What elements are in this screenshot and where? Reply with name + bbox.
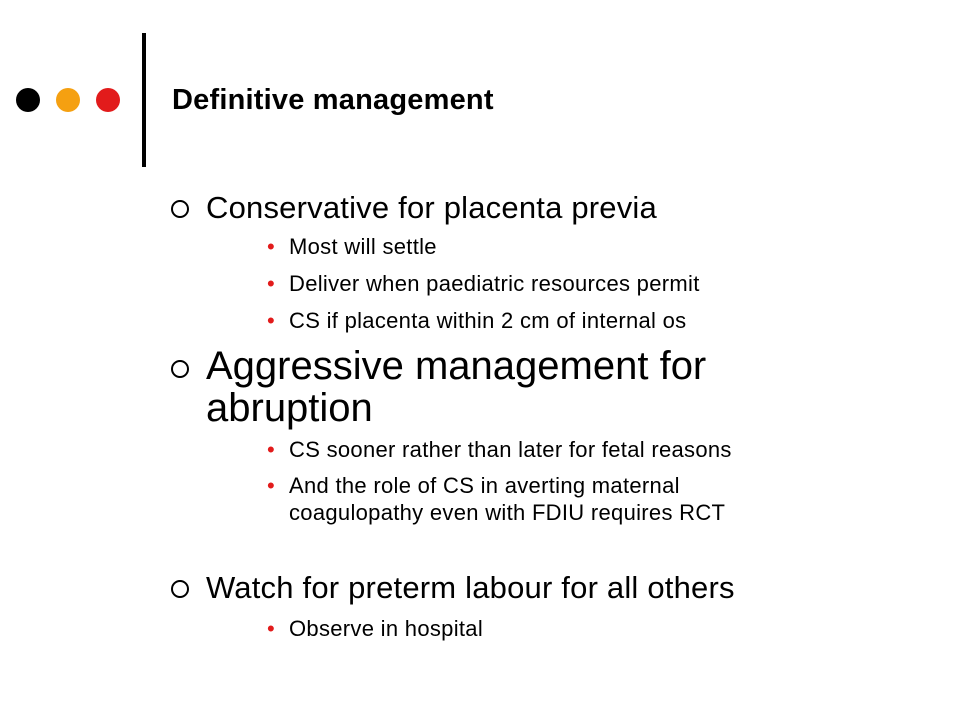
section-heading-line: Aggressive management for	[206, 344, 707, 388]
title-divider	[142, 33, 146, 167]
bullet-dot-icon: •	[267, 271, 275, 296]
decor-dot-orange	[56, 88, 80, 112]
bullet-dot-icon: •	[267, 437, 275, 462]
section-heading-line: abruption	[206, 386, 373, 430]
bullet-dot-icon: •	[267, 616, 275, 641]
ring-bullet-icon	[171, 360, 189, 378]
list-item: Most will settle	[289, 234, 437, 259]
section-heading: Watch for preterm labour for all others	[206, 570, 735, 605]
list-item: coagulopathy even with FDIU requires RCT	[289, 500, 726, 525]
list-item: Observe in hospital	[289, 616, 484, 641]
slide-title: Definitive management	[172, 84, 494, 116]
bullet-dot-icon: •	[267, 308, 275, 333]
list-item: CS if placenta within 2 cm of internal os	[289, 308, 687, 333]
decor-dot-red	[96, 88, 120, 112]
bullet-dot-icon: •	[267, 473, 275, 498]
bullet-dot-icon: •	[267, 234, 275, 259]
ring-bullet-icon	[171, 200, 189, 218]
ring-bullet-icon	[171, 580, 189, 598]
list-item: CS sooner rather than later for fetal reasons	[289, 437, 732, 462]
list-item: Deliver when paediatric resources permit	[289, 271, 700, 296]
list-item: And the role of CS in averting maternal	[289, 473, 680, 498]
section-heading: Conservative for placenta previa	[206, 190, 657, 225]
decor-dot-black	[16, 88, 40, 112]
